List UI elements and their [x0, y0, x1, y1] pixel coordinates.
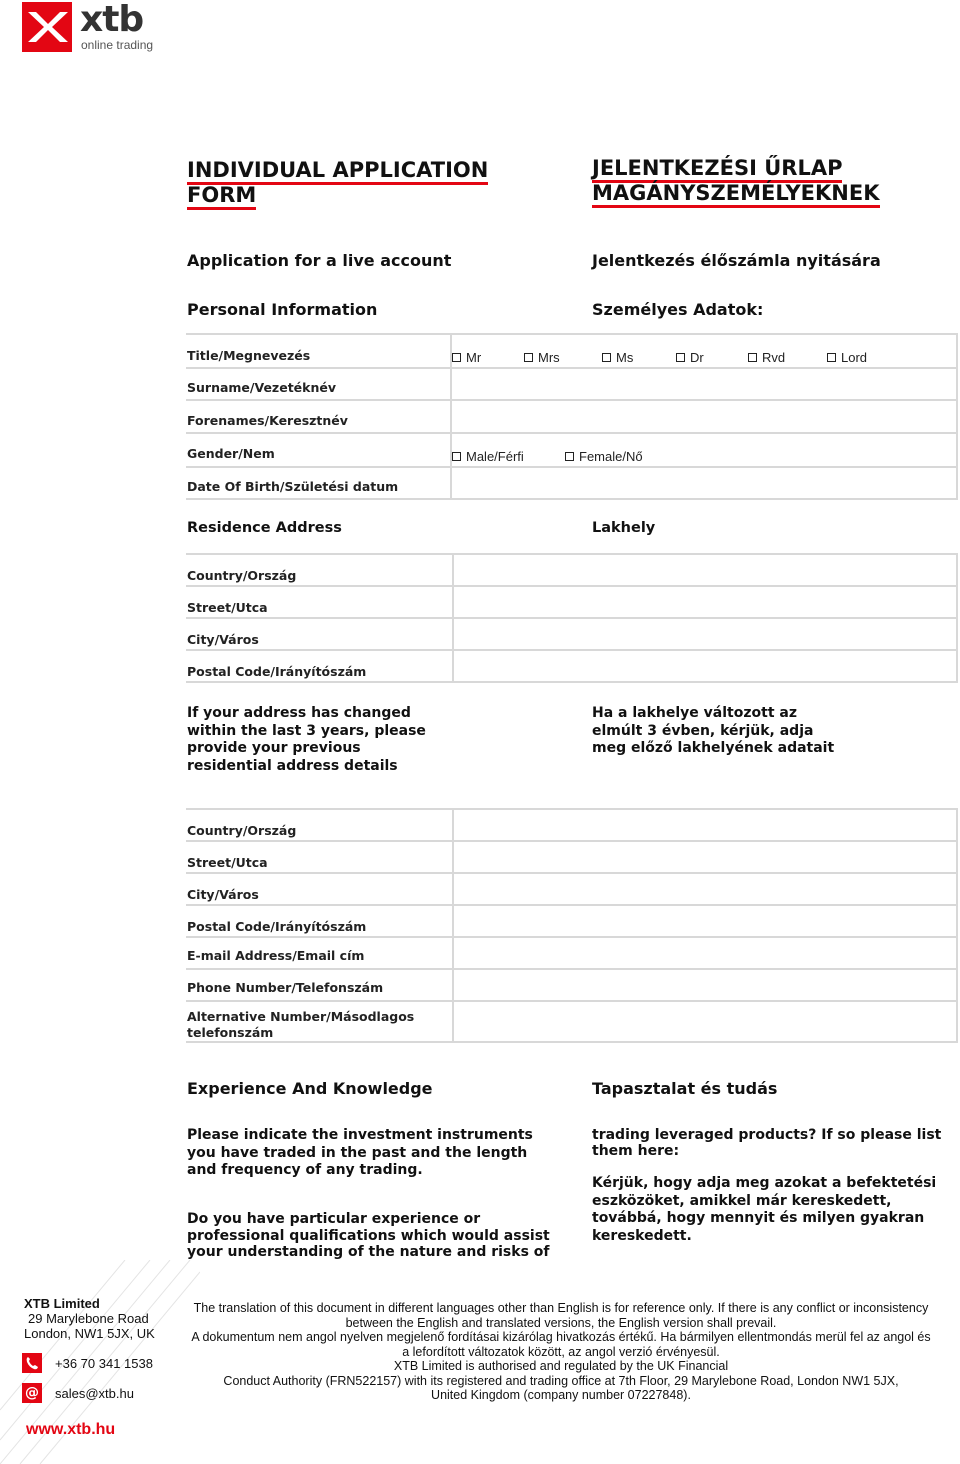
checkbox-dr[interactable]: Dr	[676, 350, 704, 365]
logo-tagline: online trading	[81, 38, 154, 52]
label-prev-postal-code: Postal Code/Irányítószám	[187, 919, 367, 934]
footer-email[interactable]: sales@xtb.hu	[55, 1386, 134, 1401]
previous-address-note-en: If your address has changed within the last 3 years, please provide your previous residential address details	[187, 705, 426, 774]
previous-address-table	[186, 808, 958, 1044]
label-gender: Gender/Nem	[187, 446, 275, 461]
subtitle-hu: Jelentkezés élőszámla nyitására	[592, 251, 881, 270]
checkbox-icon	[524, 353, 533, 362]
footer-address-line2: London, NW1 5JX, UK	[24, 1326, 155, 1341]
experience-heading-hu: Tapasztalat és tudás	[592, 1079, 778, 1098]
experience-heading-en: Experience And Knowledge	[187, 1079, 433, 1098]
residence-table	[186, 553, 958, 683]
prev-country-field[interactable]	[454, 810, 956, 840]
footer-disclaimer: The translation of this document in different languages other than English is for reference only. If there is any conflict or inconsistency between the English and translated versions, the English version shall prevail. A dokumentum nem angol nyelven megjelenő fordításai kizárólag hivatkozás értékű. Ha bármilyen ellentmondás merül fel az angol és a lefordított változatok között, az angol verzió érvényesül. XTB Limited is authorised and regulated by the UK Financial Conduct Authority (FRN522157) with its registered and trading office at 7th Floor, 29 Marylebone Road, London NW1 5JX, United Kingdom (company number 07227848).	[191, 1301, 931, 1402]
checkbox-icon	[748, 353, 757, 362]
footer-website[interactable]: www.xtb.hu	[26, 1421, 116, 1438]
subtitle-en: Application for a live account	[187, 251, 452, 270]
label-surname: Surname/Vezetéknév	[187, 380, 336, 395]
postal-code-field[interactable]	[454, 651, 956, 681]
checkbox-rvd[interactable]: Rvd	[748, 350, 785, 365]
checkbox-icon	[452, 353, 461, 362]
checkbox-icon	[676, 353, 685, 362]
email-icon: @	[22, 1383, 42, 1403]
footer-address-line1: 29 Marylebone Road	[28, 1311, 149, 1326]
xtb-logo-mark	[22, 2, 72, 52]
logo-brand: xtb	[80, 0, 144, 40]
residence-heading-hu: Lakhely	[592, 520, 656, 536]
label-prev-city: City/Város	[187, 887, 259, 902]
checkbox-icon	[452, 452, 461, 461]
label-forenames: Forenames/Keresztnév	[187, 413, 348, 428]
checkbox-mrs[interactable]: Mrs	[524, 350, 560, 365]
phone-field[interactable]	[454, 970, 956, 1000]
label-street: Street/Utca	[187, 600, 268, 615]
label-dob: Date Of Birth/Születési datum	[187, 479, 399, 494]
checkbox-icon	[602, 353, 611, 362]
label-prev-street: Street/Utca	[187, 855, 268, 870]
label-city: City/Város	[187, 632, 259, 647]
surname-field[interactable]	[452, 369, 956, 399]
country-field[interactable]	[454, 555, 956, 585]
prev-city-field[interactable]	[454, 874, 956, 904]
city-field[interactable]	[454, 619, 956, 649]
phone-icon	[22, 1353, 42, 1373]
prev-street-field[interactable]	[454, 842, 956, 872]
label-country: Country/Ország	[187, 568, 297, 583]
label-email: E-mail Address/Email cím	[187, 948, 365, 963]
checkbox-lord[interactable]: Lord	[827, 350, 867, 365]
label-title: Title/Megnevezés	[187, 348, 311, 363]
title-hu: JELENTKEZÉSI ŰRLAP MAGÁNYSZEMÉLYEKNEK	[592, 156, 880, 206]
experience-question-2-en: Do you have particular experience or professional qualifications which would assist your understanding of the nature and risks of	[187, 1211, 550, 1260]
personal-heading-hu: Személyes Adatok:	[592, 300, 764, 319]
experience-question-1-en: Please indicate the investment instruments you have traded in the past and the length and frequency of any trading.	[187, 1127, 533, 1178]
checkbox-ms[interactable]: Ms	[602, 350, 633, 365]
email-field[interactable]	[454, 938, 956, 968]
checkbox-icon	[565, 452, 574, 461]
label-postal-code: Postal Code/Irányítószám	[187, 664, 367, 679]
footer-company: XTB Limited	[24, 1296, 100, 1311]
dob-field[interactable]	[452, 468, 956, 498]
alt-phone-field[interactable]	[454, 1002, 956, 1041]
personal-heading-en: Personal Information	[187, 300, 378, 319]
residence-heading-en: Residence Address	[187, 520, 342, 536]
checkbox-mr[interactable]: Mr	[452, 350, 481, 365]
personal-info-table	[186, 333, 958, 500]
label-alt-phone: Alternative Number/Másodlagos telefonszám	[187, 1009, 415, 1040]
checkbox-male[interactable]: Male/Férfi	[452, 449, 524, 464]
prev-postal-code-field[interactable]	[454, 906, 956, 936]
label-prev-country: Country/Ország	[187, 823, 297, 838]
experience-question-1-hu: Kérjük, hogy adja meg azokat a befektetési eszközöket, amikkel már kereskedett, továbbá, hogy mennyit és milyen gyakran kereskedett.	[592, 1175, 937, 1244]
street-field[interactable]	[454, 587, 956, 617]
footer-phone[interactable]: +36 70 341 1538	[55, 1356, 153, 1371]
experience-question-2-cont-en: trading leveraged products? If so please list them here:	[592, 1127, 942, 1159]
checkbox-female[interactable]: Female/Nő	[565, 449, 643, 464]
checkbox-icon	[827, 353, 836, 362]
title-en: INDIVIDUAL APPLICATION FORM	[187, 158, 488, 208]
label-phone: Phone Number/Telefonszám	[187, 980, 384, 995]
forenames-field[interactable]	[452, 401, 956, 432]
previous-address-note-hu: Ha a lakhelye változott az elmúlt 3 évben, kérjük, adja meg előző lakhelyének adatait	[592, 705, 835, 756]
